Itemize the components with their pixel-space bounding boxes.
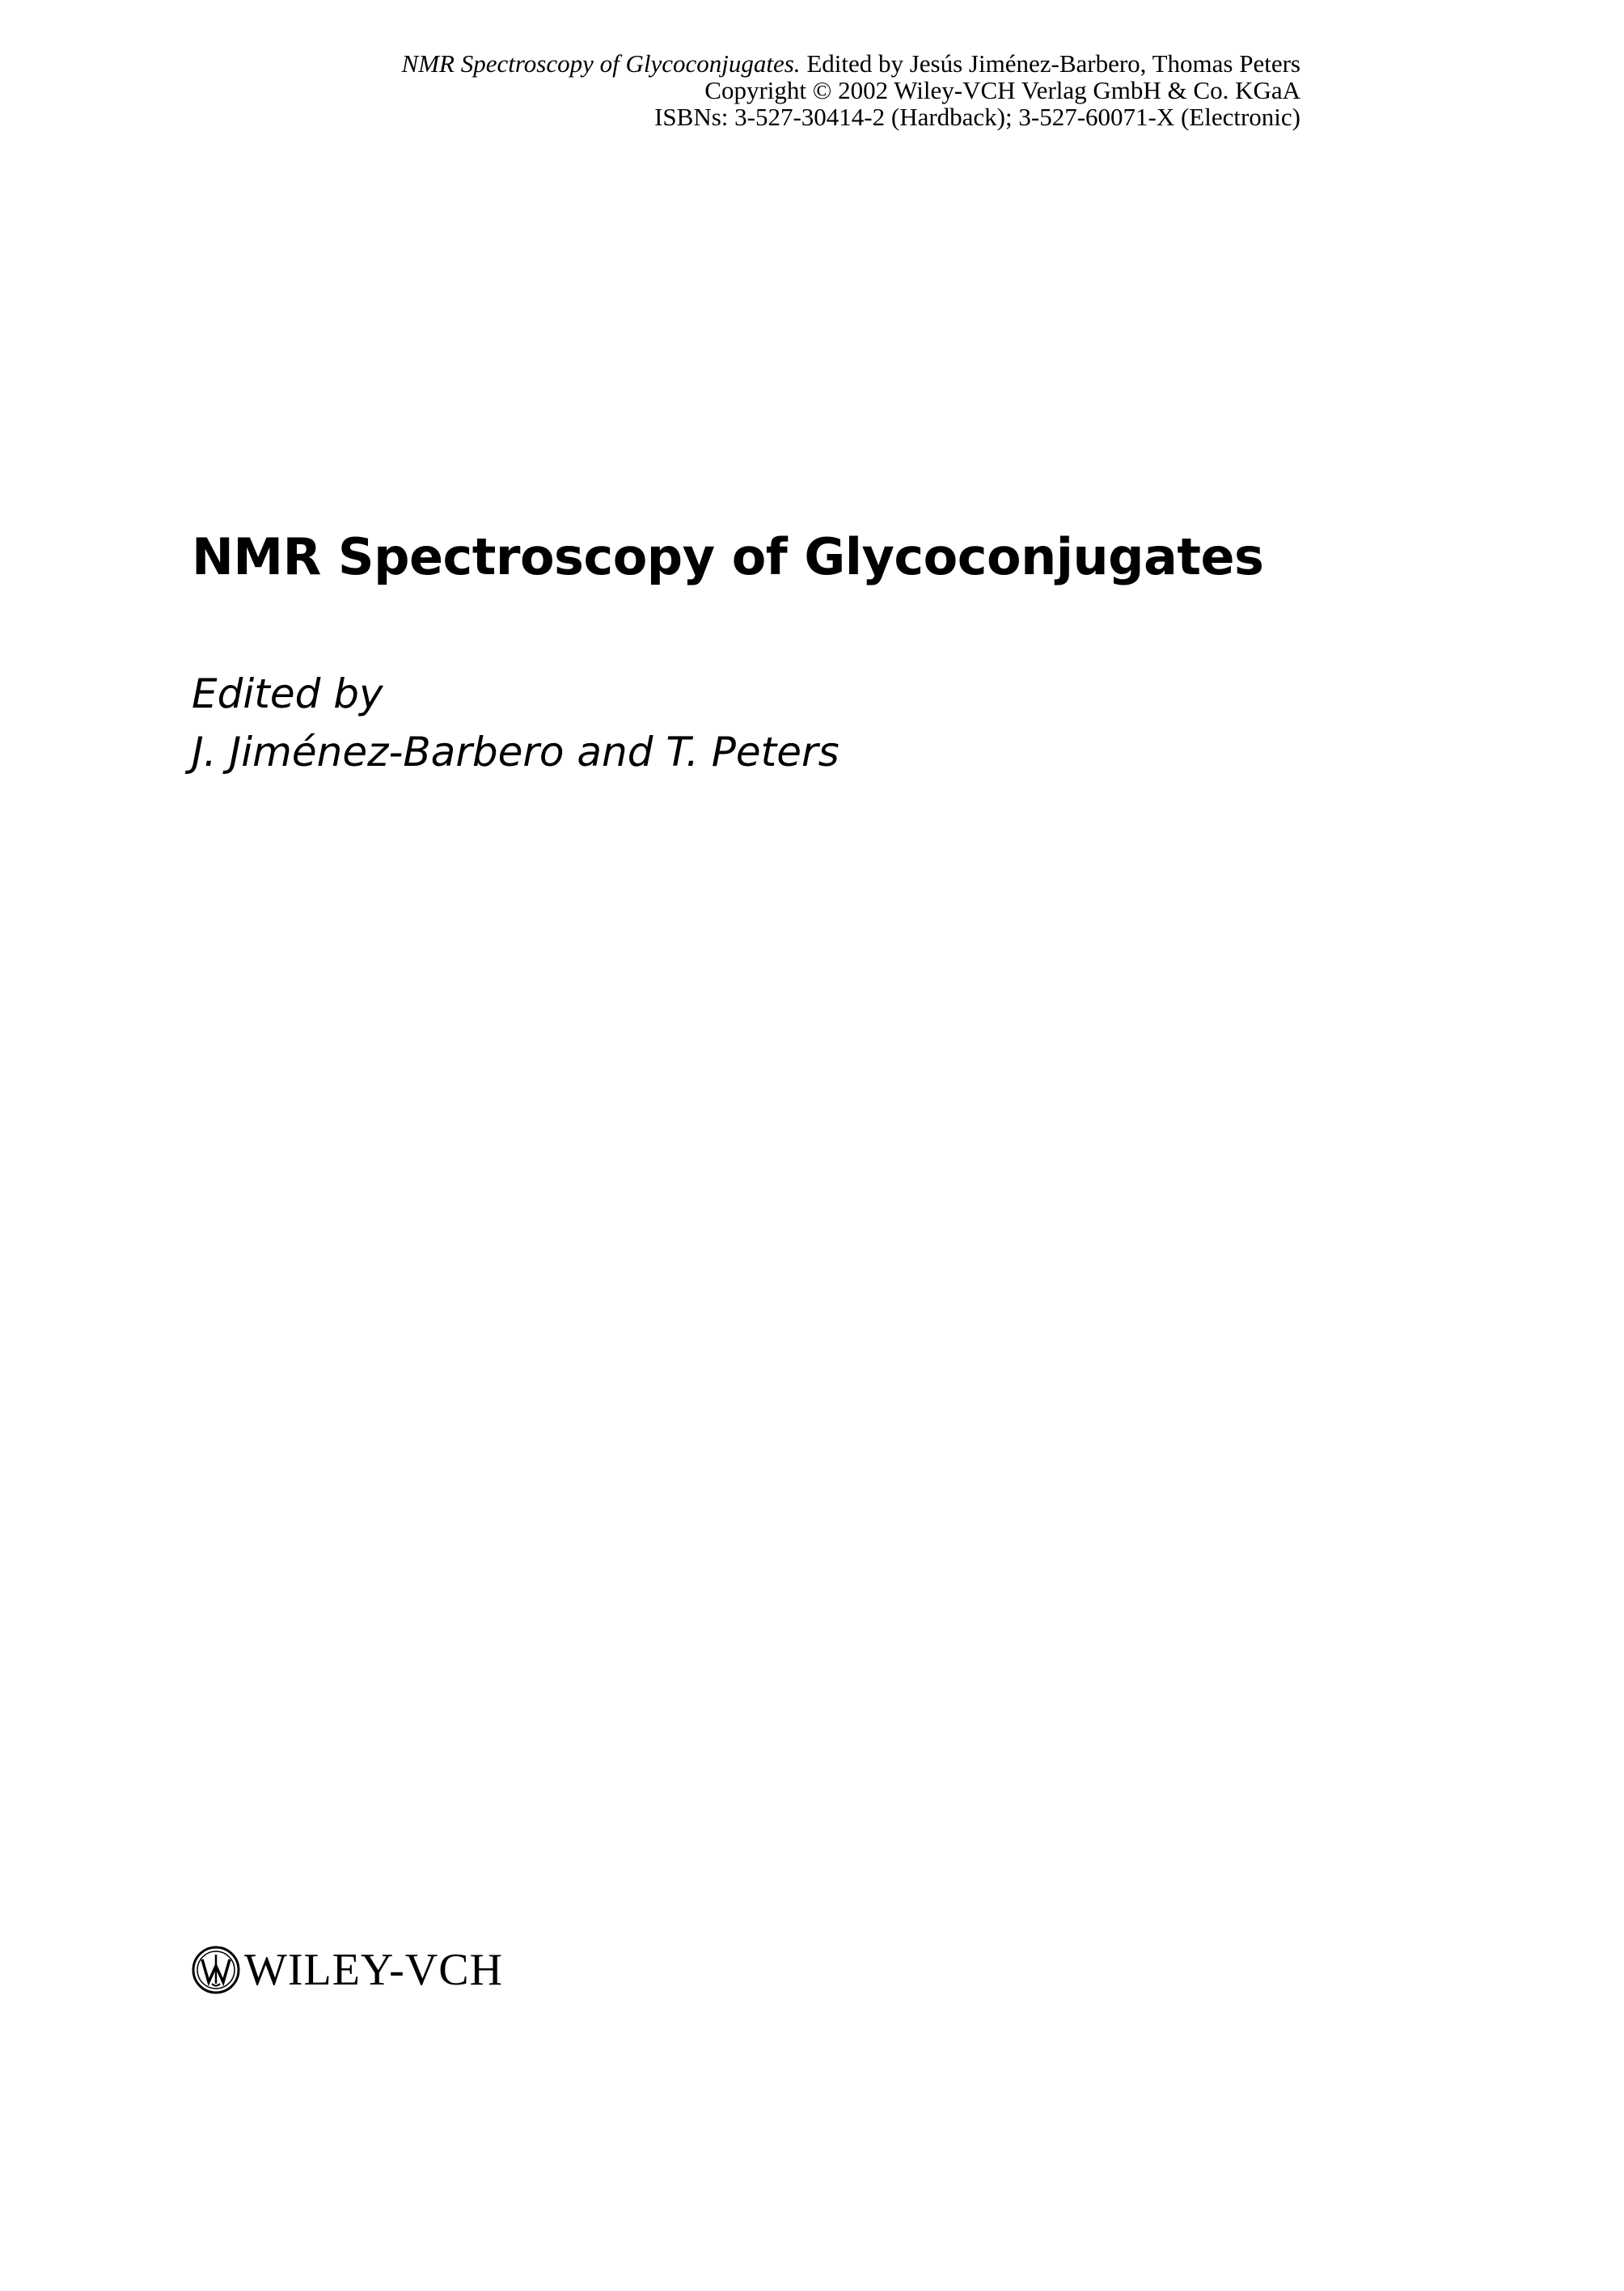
header-editors: Edited by Jesús Jiménez-Barbero, Thomas Peters bbox=[800, 49, 1300, 78]
wiley-seal-icon bbox=[191, 1945, 241, 1995]
header-citation-line bbox=[168, 50, 1300, 77]
publisher-logo bbox=[191, 1944, 503, 1996]
edited-by-label: Edited by bbox=[192, 670, 383, 717]
header-isbn-line: ISBNs: 3-527-30414-2 (Hardback); 3-527-60071-X (Electronic) bbox=[654, 103, 1300, 131]
header-book-title: NMR Spectroscopy of Glycoconjugates. bbox=[401, 49, 801, 78]
copyright-header bbox=[168, 50, 1300, 130]
book-title: NMR Spectroscopy of Glycoconjugates bbox=[192, 527, 1264, 586]
editors-block bbox=[192, 665, 839, 781]
editors-names: J. Jiménez-Barbero and T. Peters bbox=[192, 729, 839, 776]
publisher-name: WILEY-VCH bbox=[244, 1945, 504, 1995]
header-copyright-line: Copyright © 2002 Wiley-VCH Verlag GmbH & Co. KGaA bbox=[704, 76, 1300, 104]
